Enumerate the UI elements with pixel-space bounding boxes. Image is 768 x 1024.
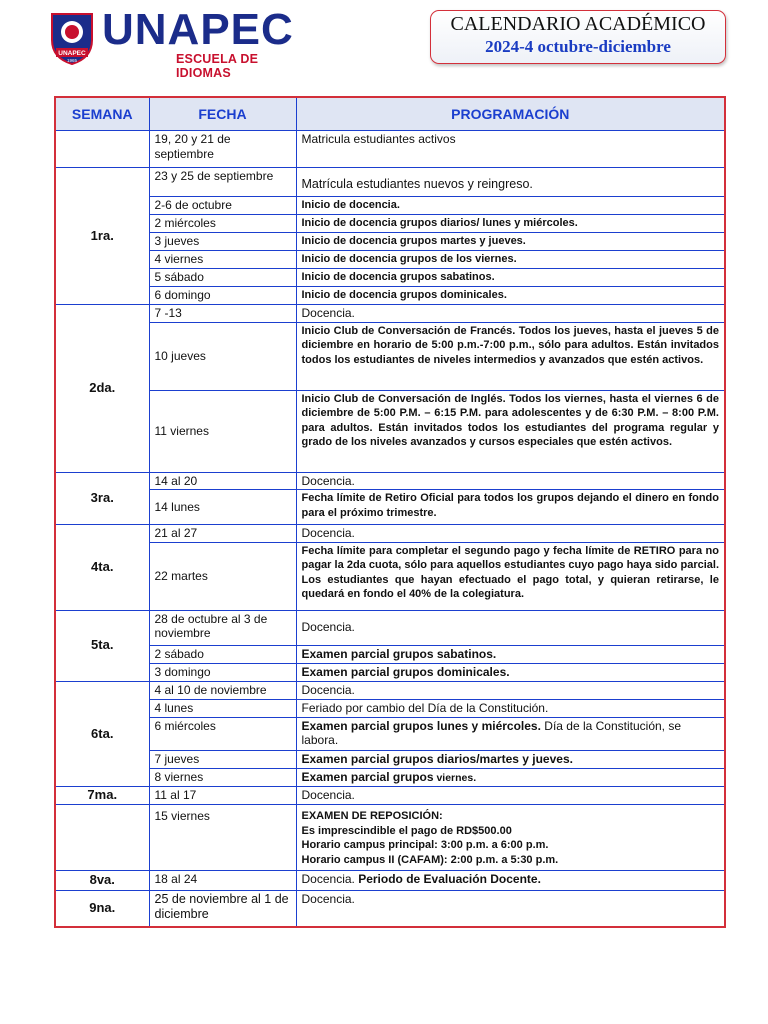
header-fecha: FECHA — [149, 97, 296, 131]
date-cell: 22 martes — [149, 542, 296, 610]
seal-text: UNAPEC — [58, 50, 86, 57]
calendar-period: 2024-4 octubre-diciembre — [485, 37, 671, 56]
makeup-exam-main-campus: Horario campus principal: 3:00 p.m. a 6:00 p.m. — [301, 839, 549, 851]
date-cell: 2 sábado — [149, 645, 296, 663]
unapec-logo — [48, 5, 310, 80]
date-cell: 8 viernes — [149, 768, 296, 787]
date-cell: 11 al 17 — [149, 787, 296, 805]
table-row — [55, 699, 725, 717]
program-bold-text: Periodo de Evaluación Docente. — [358, 872, 541, 886]
program-cell: Inicio de docencia grupos diarios/ lunes y miércoles. — [296, 215, 725, 233]
header-programacion: PROGRAMACIÓN — [296, 97, 725, 131]
program-cell: Examen parcial grupos diarios/martes y jueves. — [296, 750, 725, 768]
seal-year: 1965 — [66, 58, 78, 63]
program-cell: Docencia. — [296, 610, 725, 645]
table-row — [55, 610, 725, 645]
program-cell: Examen parcial grupos dominicales. — [296, 663, 725, 681]
table-row — [55, 645, 725, 663]
date-cell: 6 miércoles — [149, 717, 296, 750]
date-cell: 19, 20 y 21 de septiembre — [149, 131, 296, 168]
makeup-exam-title: EXAMEN DE REPOSICIÓN: — [301, 810, 443, 822]
program-cell: Examen parcial grupos sabatinos. — [296, 645, 725, 663]
program-bold-text: Examen parcial grupos lunes y miércoles. — [301, 718, 541, 733]
table-row — [55, 525, 725, 543]
date-cell: 10 jueves — [149, 322, 296, 390]
date-cell: 11 viernes — [149, 390, 296, 472]
table-row — [55, 805, 725, 871]
program-cell: Inicio de docencia grupos sabatinos. — [296, 269, 725, 287]
date-cell: 4 lunes — [149, 699, 296, 717]
date-cell: 3 jueves — [149, 233, 296, 251]
date-cell: 2 miércoles — [149, 215, 296, 233]
program-cell: Docencia. — [296, 525, 725, 543]
program-cell: Docencia. — [296, 681, 725, 699]
makeup-exam-campus-2: Horario campus II (CAFAM): 2:00 p.m. a 5:30 p.m. — [301, 853, 559, 866]
table-row — [55, 787, 725, 805]
date-cell: 25 de noviembre al 1 de diciembre — [149, 891, 296, 927]
week-cell: 7ma. — [55, 787, 149, 805]
program-cell: Docencia. — [296, 472, 725, 490]
table-row — [55, 472, 725, 490]
table-row — [55, 768, 725, 787]
program-cell: Feriado por cambio del Día de la Constitución. — [296, 699, 725, 717]
week-cell: 5ta. — [55, 610, 149, 681]
table-row — [55, 168, 725, 197]
university-seal-icon — [48, 10, 96, 66]
school-name: ESCUELA DE IDIOMAS — [176, 52, 259, 80]
week-cell — [55, 805, 149, 871]
table-row — [55, 197, 725, 215]
date-cell: 4 al 10 de noviembre — [149, 681, 296, 699]
table-row — [55, 717, 725, 750]
date-cell: 4 viernes — [149, 251, 296, 269]
program-small-text: viernes. — [433, 771, 477, 784]
table-row — [55, 287, 725, 305]
header-semana: SEMANA — [55, 97, 149, 131]
week-cell: 4ta. — [55, 525, 149, 611]
program-cell: Inicio de docencia grupos de los viernes. — [296, 251, 725, 269]
table-row — [55, 269, 725, 287]
week-cell: 9na. — [55, 891, 149, 927]
program-cell: Docencia. — [296, 891, 725, 927]
date-cell: 14 lunes — [149, 490, 296, 525]
table-row — [55, 663, 725, 681]
table-row — [55, 750, 725, 768]
program-cell: Fecha límite para completar el segundo pago y fecha límite de RETIRO para no pagar la 2da cuota, sólo para aquellos estudiantes cuyo pago haya sido parcial. Los estudiantes que hayan efectuado el pago total, y quieran retirarse, le quedará en fondo el 40% de la colegiatura. — [296, 542, 725, 610]
date-cell: 15 viernes — [149, 805, 296, 871]
program-cell: Matrícula estudiantes nuevos y reingreso. — [296, 168, 725, 197]
week-cell: 2da. — [55, 305, 149, 473]
table-header-row — [55, 97, 725, 131]
table-row — [55, 681, 725, 699]
program-cell: Inicio de docencia. — [296, 197, 725, 215]
date-cell: 14 al 20 — [149, 472, 296, 490]
date-cell: 6 domingo — [149, 287, 296, 305]
week-cell: 3ra. — [55, 472, 149, 525]
table-row — [55, 891, 725, 927]
table-row — [55, 251, 725, 269]
program-cell: Docencia. — [296, 787, 725, 805]
program-cell: Inicio de docencia grupos dominicales. — [296, 287, 725, 305]
brand-name: UNAPEC — [102, 5, 294, 54]
date-cell: 18 al 24 — [149, 871, 296, 891]
table-row — [55, 490, 725, 525]
table-row — [55, 233, 725, 251]
program-cell — [296, 717, 725, 750]
program-cell — [296, 805, 725, 871]
table-row — [55, 215, 725, 233]
program-cell: Inicio Club de Conversación de Inglés. Todos los viernes, hasta el viernes 6 de diciembre de 5:00 P.M. – 6:15 P.M. para adolescentes y de 6:30 P.M. – 8:00 P.M. para adultos. Están invitados todos los estudiantes del programa regular y grado de los niveles avanzados y cursos especiales que estén activos. — [296, 390, 725, 472]
program-cell: Matricula estudiantes activos — [296, 131, 725, 168]
program-normal-text: Docencia. — [301, 872, 359, 886]
week-cell — [55, 131, 149, 168]
program-cell: Inicio Club de Conversación de Francés. Todos los jueves, hasta el jueves 5 de diciembre en horario de 5:00 p.m.-7:00 p.m., sólo para adultos. Están invitados todos los estudiantes de niveles intermedios y avanzados que estén activos. — [296, 322, 725, 390]
date-cell: 7 -13 — [149, 305, 296, 323]
table-row — [55, 542, 725, 610]
date-cell: 2-6 de octubre — [149, 197, 296, 215]
makeup-exam-fee: Es imprescindible el pago de RD$500.00 — [301, 824, 512, 837]
table-row — [55, 131, 725, 168]
date-cell: 23 y 25 de septiembre — [149, 168, 296, 197]
table-row — [55, 322, 725, 390]
week-cell: 1ra. — [55, 168, 149, 305]
program-normal-text: Día de la Constitución, se labora. — [301, 718, 682, 747]
date-cell: 5 sábado — [149, 269, 296, 287]
table-row — [55, 305, 725, 323]
program-cell: Fecha límite de Retiro Oficial para todos los grupos dejando el dinero en fondo para el próximo trimestre. — [296, 490, 725, 525]
calendar-title: CALENDARIO ACADÉMICO — [450, 13, 706, 35]
date-cell: 21 al 27 — [149, 525, 296, 543]
table-row — [55, 871, 725, 891]
program-cell — [296, 768, 725, 787]
program-cell — [296, 871, 725, 891]
date-cell: 7 jueves — [149, 750, 296, 768]
week-cell: 6ta. — [55, 681, 149, 787]
program-bold-text: Examen parcial grupos — [301, 769, 434, 784]
week-cell: 8va. — [55, 871, 149, 891]
academic-calendar-table — [54, 96, 726, 928]
program-cell: Docencia. — [296, 305, 725, 323]
program-cell: Inicio de docencia grupos martes y jueves. — [296, 233, 725, 251]
table-row — [55, 390, 725, 472]
calendar-title-box — [430, 10, 726, 64]
date-cell: 28 de octubre al 3 de noviembre — [149, 610, 296, 645]
date-cell: 3 domingo — [149, 663, 296, 681]
